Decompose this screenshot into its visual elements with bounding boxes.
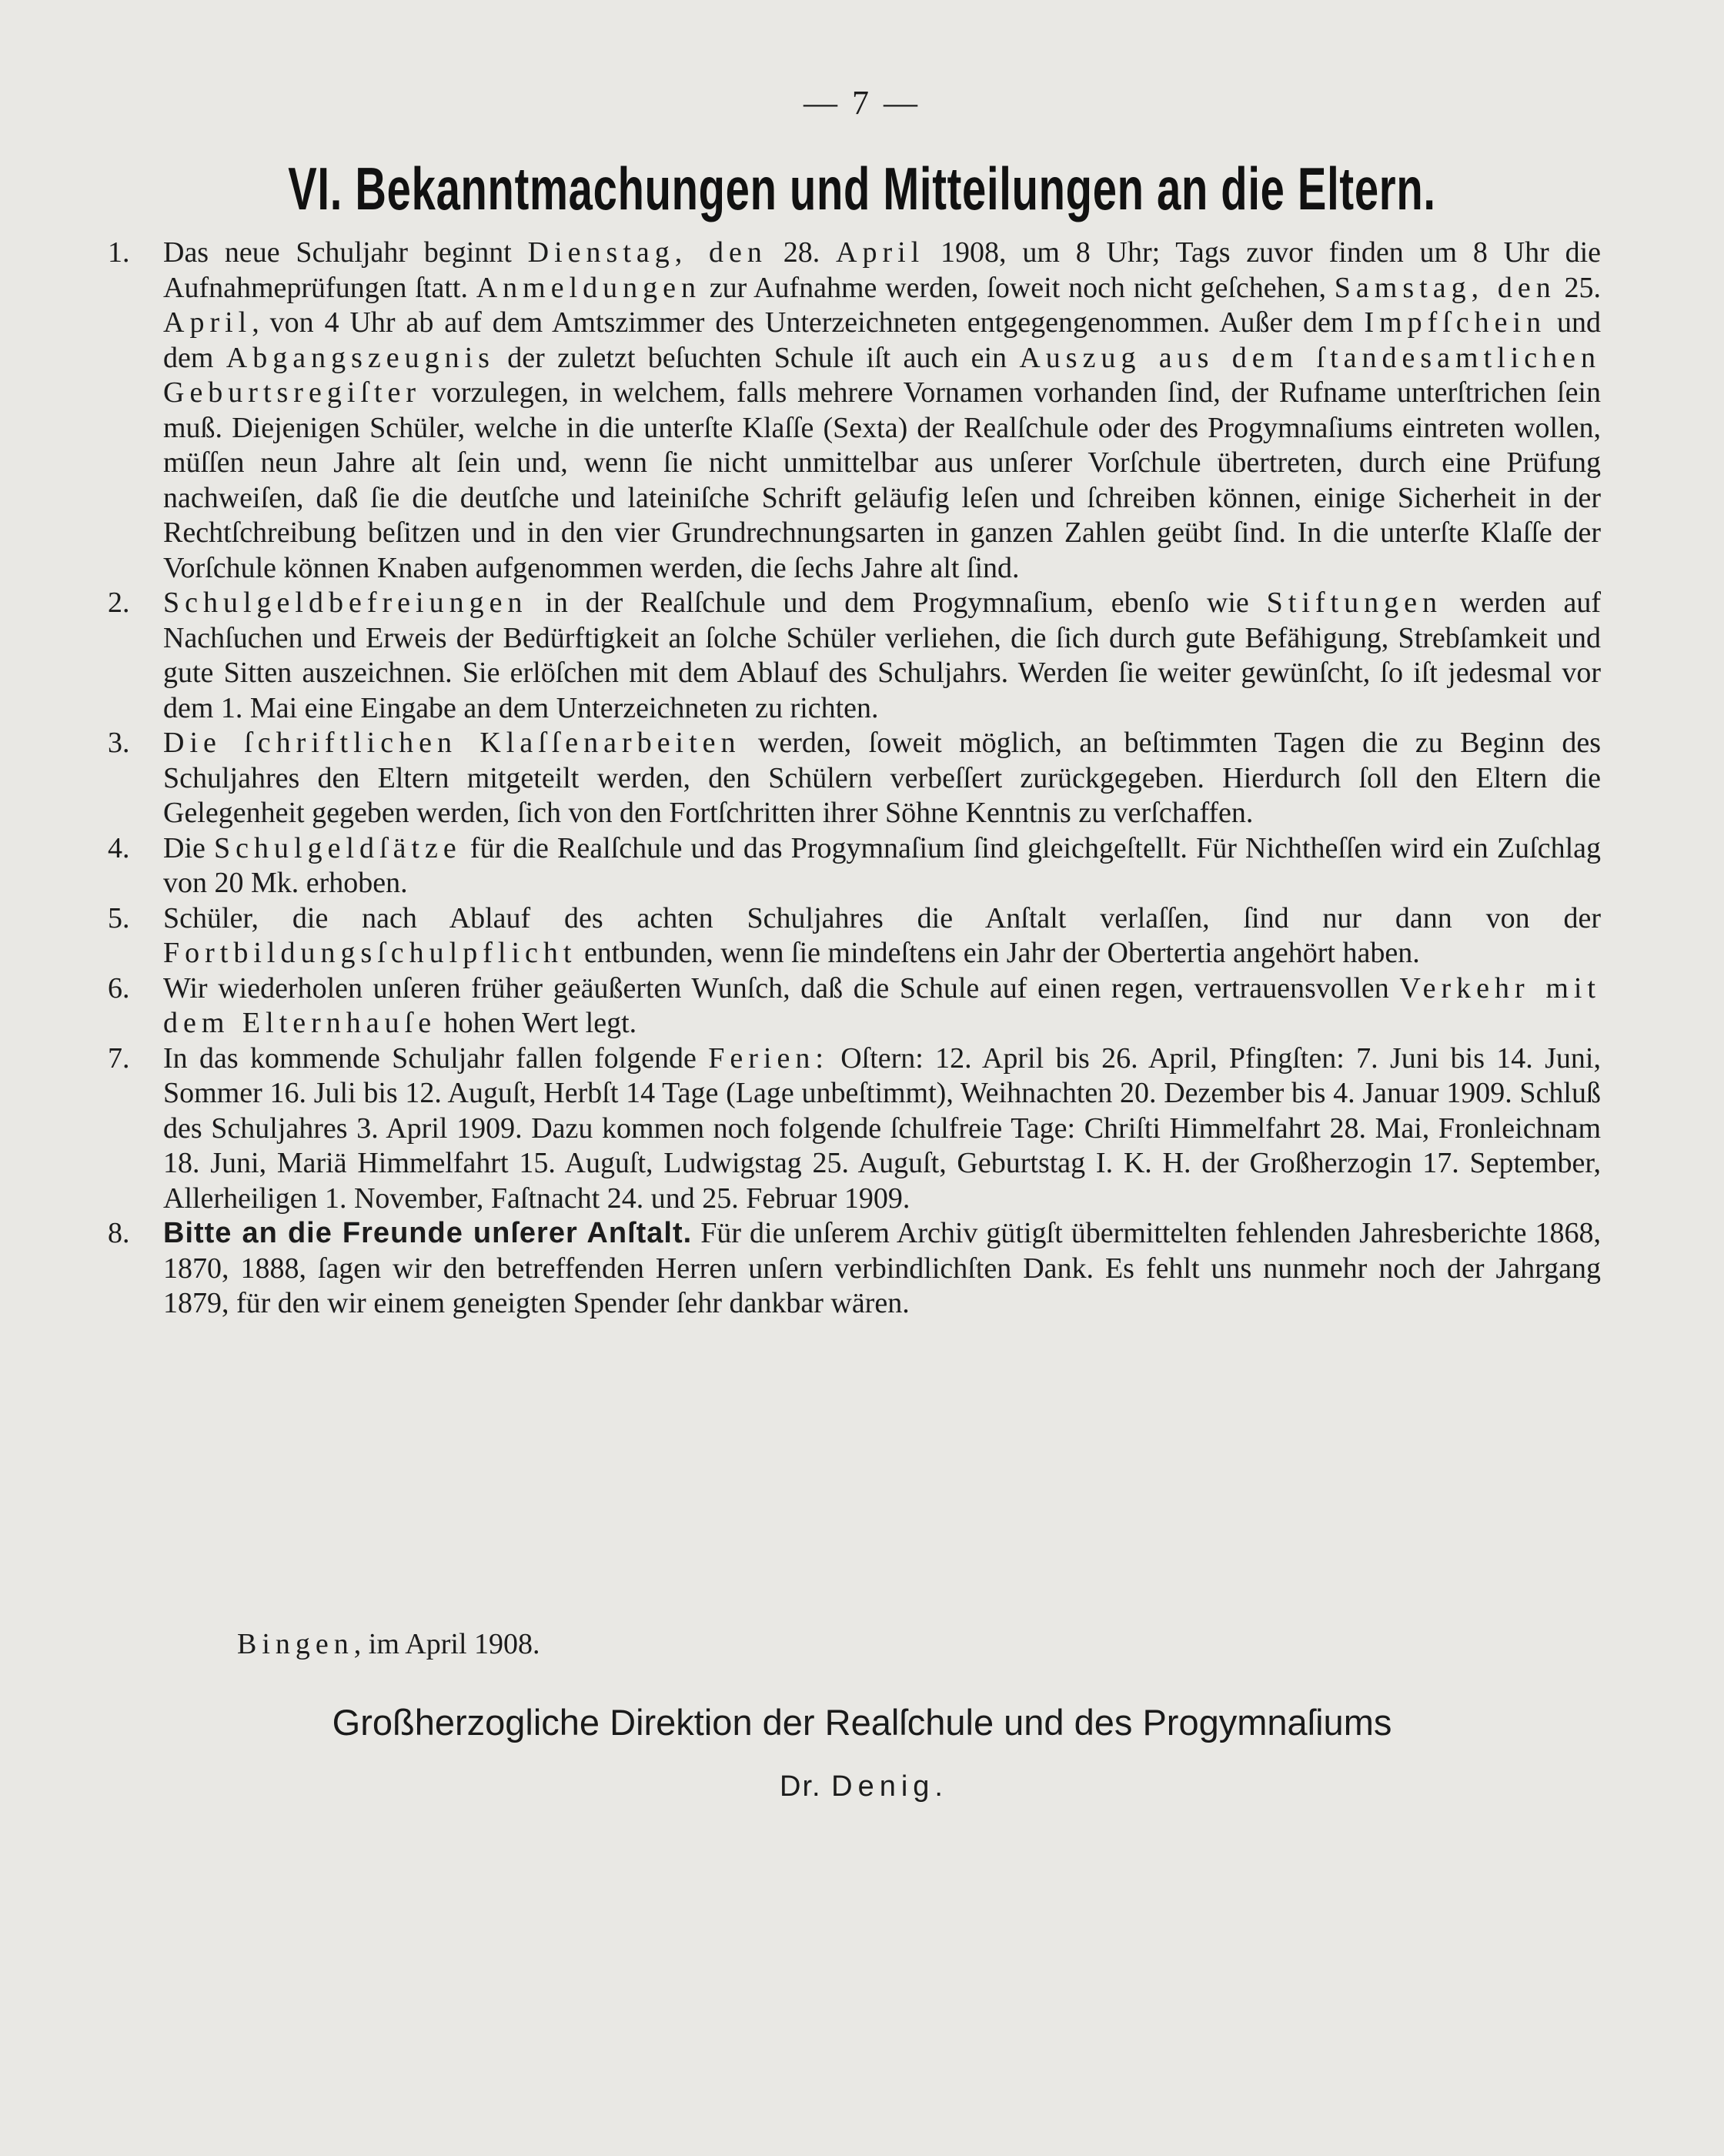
item-text: Oſtern: 12. April bis 26. April, Pfingſten: 7. Juni bis 14. Juni, Sommer 16. Juli bis 12. Auguſt, Herbſt 14 Tage (Lage unbeſtimmt), Weihnachten 20. Dezember bis 4. Januar 1909. Schluß des Schuljahres 3. April 1909. Dazu kommen noch folgende ſchulfreie Tage: Chriſti Himmelfahrt 28. Mai, Fronleichnam 18. Juni, Mariä Himmelfahrt 15. Auguſt, Ludwigstag 25. Auguſt, Geburtstag I. K. H. der Großherzogin 17. September, Allerheiligen 1. November, Faſtnacht 24. und 25. Februar 1909. bbox=[163, 1041, 1601, 1215]
item-text: Wir wiederholen unſeren früher geäußerten Wunſch, daß die Schule auf einen regen, vertrauensvollen bbox=[163, 971, 1400, 1004]
signature-name: Denig bbox=[831, 1770, 935, 1803]
item-spaced-text: Schulgeldſätze bbox=[214, 831, 462, 864]
place: Bingen bbox=[237, 1628, 354, 1660]
item-text: vorzulegen, in welchem, falls mehrere Vornamen vorhanden ſind, der Rufname unterſtrichen ſein muß. Diejenigen Schüler, welche in die unterſte Klaſſe (Sexta) der Realſchule oder des Progymnaſiums eintreten wollen, müſſen neun Jahre alt ſein und, wenn ſie nicht unmittelbar aus unſerer Vorſchule übertreten, durch eine Prüfung nachweiſen, daß ſie die deutſche und lateiniſche Schrift geläufig leſen und ſchreiben können, einige Sicherheit in der Rechtſchreibung beſitzen und in den vier Grundrechnungsarten in ganzen Zahlen geübt ſind. In die unterſte Klaſſe der Vorſchule können Knaben aufgenommen werden, die ſechs Jahre alt ſind. bbox=[163, 376, 1601, 584]
item-spaced-text: Samstag, den bbox=[1334, 271, 1556, 304]
item-text: hohen Wert legt. bbox=[436, 1007, 637, 1039]
signature-title: Dr. bbox=[780, 1770, 832, 1803]
item-number: 8. bbox=[108, 1217, 130, 1249]
item-number: 3. bbox=[108, 727, 130, 759]
notice-item bbox=[108, 901, 1601, 971]
item-number: 7. bbox=[108, 1041, 130, 1075]
signature-end: . bbox=[934, 1770, 944, 1803]
item-spaced-text: April bbox=[836, 236, 925, 269]
item-text: Für die unſerem Archiv gütigſt übermittelten fehlenden Jahresberichte 1868, 1870, 1888, ſagen wir den betreffenden Herren unſern verbindlichſten Dank. Es fehlt uns nunmehr noch der Jahrgang 1879, für den wir einem geneigten Spender ſehr dankbar wären. bbox=[163, 1217, 1601, 1319]
item-text: werden, ſoweit möglich, an beſtimmten Tagen die zu Beginn des Schuljahres den Eltern mitgeteilt werden, den Schülern verbeſſert zurückgegeben. Hierdurch ſoll den Eltern die Gelegenheit gegeben werden, ſich von den Fortſchritten ihrer Söhne Kenntnis zu verſchaffen. bbox=[163, 727, 1601, 829]
item-text: werden auf Nachſuchen und Erweis der Bedürftigkeit an ſolche Schüler verliehen, die ſich durch gute Befähigung, Strebſamkeit und gute Sitten auszeichnen. Sie erlöſchen mit dem Ablauf des Schuljahrs. Werden ſie weiter gewünſcht, ſo iſt jedesmal vor dem 1. Mai eine Eingabe an dem Unterzeichneten zu richten. bbox=[163, 587, 1601, 724]
item-spaced-text: April bbox=[163, 306, 252, 339]
item-spaced-text: Stiftungen bbox=[1266, 587, 1442, 619]
signature bbox=[0, 1770, 1724, 1803]
issuing-authority: Großherzogliche Direktion der Realſchule und des Progymnaſiums bbox=[332, 1702, 1392, 1743]
notice-item bbox=[108, 831, 1601, 901]
item-text: 1908, um 8 Uhr; Tags zuvor finden um 8 Uhr die Aufnahmeprüfungen ſtatt. bbox=[163, 236, 1601, 304]
item-text: zur Aufnahme werden, ſoweit noch nicht geſchehen, bbox=[701, 271, 1335, 304]
date: , im April 1908. bbox=[353, 1628, 540, 1660]
section-heading: VI. Bekanntmachungen und Mitteilungen an die Eltern. bbox=[288, 155, 1436, 222]
notice-item bbox=[108, 1216, 1601, 1322]
item-number: 5. bbox=[108, 901, 130, 934]
item-text: Schüler, die nach Ablauf des achten Schuljahres die Anſtalt verlaſſen, ſind nur dann von der bbox=[163, 901, 1601, 934]
item-number: 2. bbox=[108, 587, 130, 619]
item-spaced-text: Schulgeldbefreiungen bbox=[163, 587, 528, 619]
item-spaced-text: Impfſchein bbox=[1364, 306, 1547, 339]
item-number: 1. bbox=[108, 236, 130, 269]
item-emphasis: Bitte an die Freunde unſerer Anſtalt. bbox=[163, 1217, 693, 1249]
notice-list bbox=[108, 236, 1601, 1322]
notice-item bbox=[108, 971, 1601, 1041]
item-text: 25. bbox=[1555, 271, 1602, 304]
item-text: Das neue Schuljahr beginnt bbox=[163, 236, 528, 269]
item-spaced-text: Anmeldungen bbox=[476, 271, 702, 304]
item-text: Die bbox=[163, 831, 215, 864]
notice-item bbox=[108, 1041, 1601, 1217]
item-text: 28. bbox=[767, 236, 837, 269]
item-spaced-text: Fortbildungsſchulpflicht bbox=[163, 937, 577, 969]
item-text: , von 4 Uhr ab auf dem Amtszimmer des Unterzeichneten entgegengenommen. Außer dem bbox=[252, 306, 1365, 339]
item-spaced-text: Dienstag, den bbox=[527, 236, 767, 269]
item-text: der zuletzt beſuchten Schule iſt auch ein bbox=[494, 341, 1020, 374]
item-text: In das kommende Schuljahr fallen folgende bbox=[163, 1041, 709, 1075]
item-number: 4. bbox=[108, 831, 130, 864]
item-text: für die Realſchule und das Progymnaſium ſind gleichgeſtellt. Für Nichtheſſen wird ein Zuſchlag von 20 Mk. erhoben. bbox=[163, 831, 1601, 899]
item-number: 6. bbox=[108, 971, 130, 1004]
item-spaced-text: Verkehr mit dem Elternhauſe bbox=[163, 971, 1601, 1039]
place-date bbox=[237, 1627, 540, 1661]
item-text: in der Realſchule und dem Progymnaſium, ebenſo wie bbox=[527, 587, 1267, 619]
notice-item bbox=[108, 236, 1601, 586]
item-spaced-text: Auszug aus dem ſtandesamtlichen Geburtsregiſter bbox=[163, 341, 1601, 409]
item-spaced-text: Die ſchriftlichen Klaſſenarbeiten bbox=[163, 727, 741, 759]
item-spaced-text: Abgangszeugnis bbox=[226, 341, 495, 374]
notice-item bbox=[108, 586, 1601, 726]
page-number: — 7 — bbox=[804, 84, 920, 122]
item-text: und dem bbox=[163, 306, 1602, 374]
item-text: entbunden, wenn ſie mindeſtens ein Jahr der Obertertia angehört haben. bbox=[576, 937, 1420, 969]
notice-item bbox=[108, 726, 1601, 831]
item-spaced-text: Ferien: bbox=[708, 1041, 829, 1075]
